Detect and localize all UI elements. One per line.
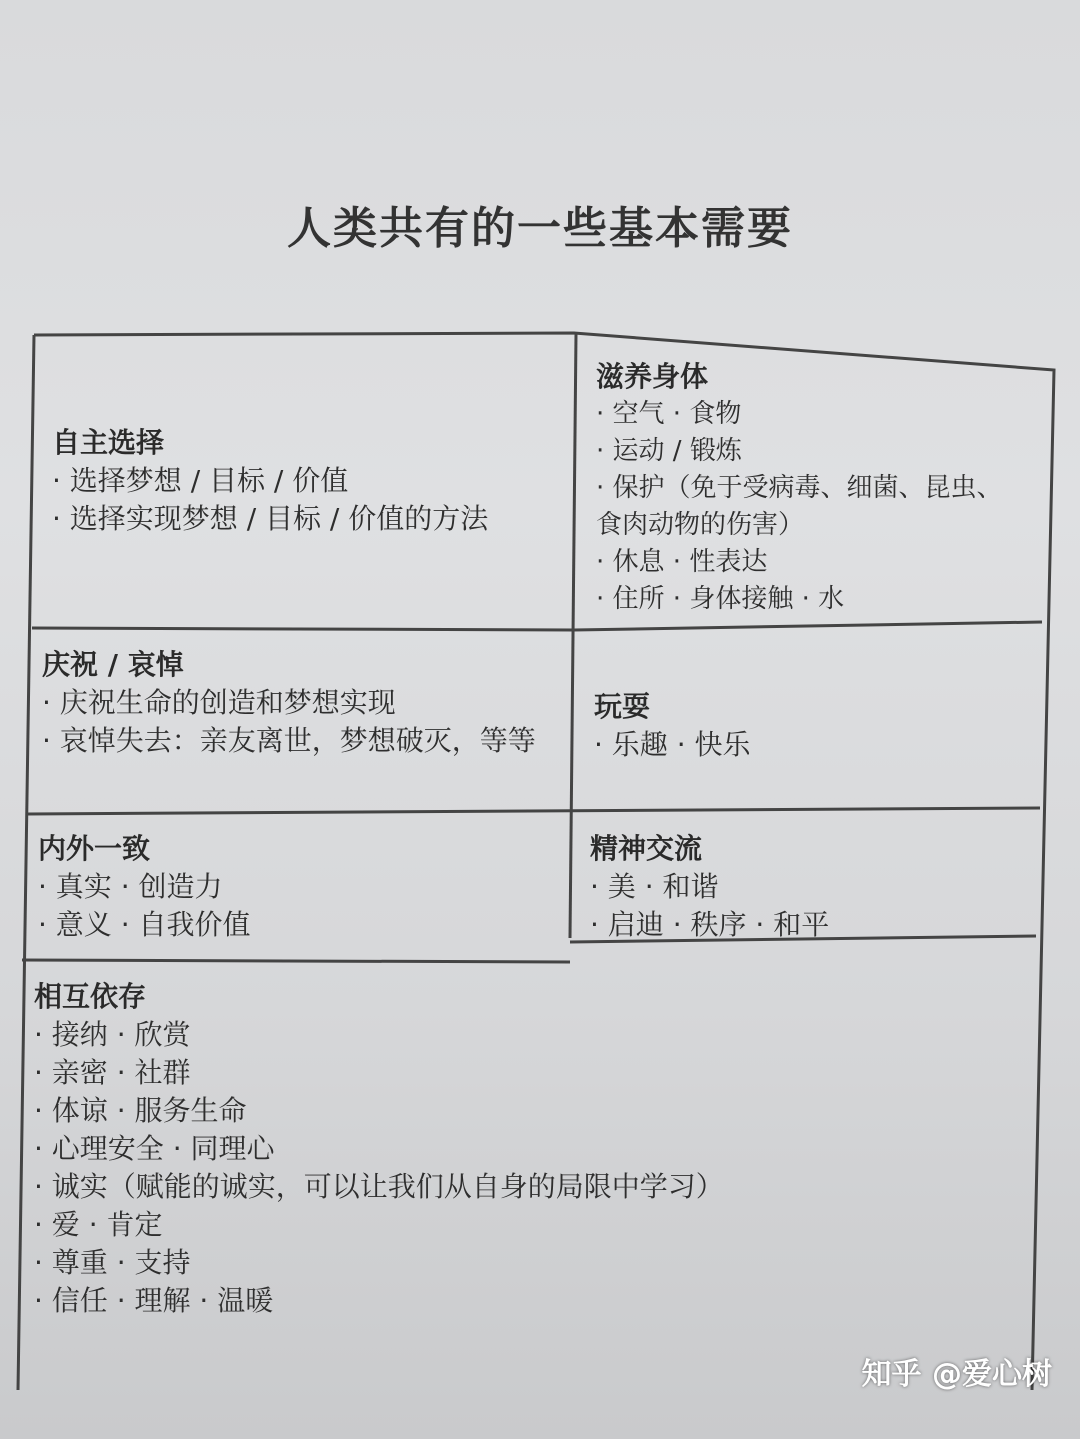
interdependence-item: · 亲密 · 社群 xyxy=(34,1056,191,1089)
spiritual-heading: 精神交流 xyxy=(590,832,703,865)
spiritual-item: · 美 · 和谐 xyxy=(590,870,719,903)
cell-celebration xyxy=(42,646,562,760)
cell-physical xyxy=(596,358,1052,618)
interdependence-item: · 爱 · 肯定 xyxy=(34,1208,163,1241)
cell-autonomy xyxy=(52,424,562,538)
celebration-heading: 庆祝 / 哀悼 xyxy=(42,648,184,681)
interdependence-item: · 体谅 · 服务生命 xyxy=(34,1094,247,1127)
interdependence-item: · 接纳 · 欣赏 xyxy=(34,1018,191,1051)
autonomy-item: · 选择实现梦想 / 目标 / 价值的方法 xyxy=(52,502,489,535)
interdependence-item: · 尊重 · 支持 xyxy=(34,1246,191,1279)
physical-item: · 运动 / 锻炼 xyxy=(596,436,742,466)
autonomy-heading: 自主选择 xyxy=(52,426,165,459)
physical-item: · 休息 · 性表达 xyxy=(596,547,768,577)
interdependence-item: · 信任 · 理解 · 温暖 xyxy=(34,1284,274,1317)
physical-heading: 滋养身体 xyxy=(596,360,709,393)
cell-spiritual xyxy=(590,830,1030,944)
integrity-item: · 真实 · 创造力 xyxy=(38,870,223,903)
cell-interdependence xyxy=(34,978,1024,1320)
celebration-item: · 庆祝生命的创造和梦想实现 xyxy=(42,686,396,719)
celebration-item: · 哀悼失去：亲友离世，梦想破灭，等等 xyxy=(42,724,536,757)
interdependence-item: · 诚实（赋能的诚实，可以让我们从自身的局限中学习） xyxy=(34,1170,724,1203)
zhihu-watermark: 知乎 @爱心树 xyxy=(861,1357,1052,1392)
interdependence-item: · 心理安全 · 同理心 xyxy=(34,1132,275,1165)
physical-item: · 空气 · 食物 xyxy=(596,399,742,429)
page-title: 人类共有的一些基本需要 xyxy=(287,203,793,254)
play-heading: 玩耍 xyxy=(594,690,651,723)
integrity-heading: 内外一致 xyxy=(38,832,151,865)
physical-item: · 保护（免于受病毒、细菌、昆虫、 xyxy=(596,473,1003,503)
needs-table xyxy=(14,330,1058,1392)
integrity-item: · 意义 · 自我价值 xyxy=(38,908,251,941)
physical-item: · 住所 · 身体接触 · 水 xyxy=(596,584,845,614)
physical-item: 食肉动物的伤害） xyxy=(596,510,805,540)
autonomy-item: · 选择梦想 / 目标 / 价值 xyxy=(52,464,349,497)
cell-play xyxy=(594,688,1034,764)
play-item: · 乐趣 · 快乐 xyxy=(594,728,751,761)
cell-integrity xyxy=(38,830,558,944)
spiritual-item: · 启迪 · 秩序 · 和平 xyxy=(590,908,830,941)
interdependence-heading: 相互依存 xyxy=(34,980,147,1013)
